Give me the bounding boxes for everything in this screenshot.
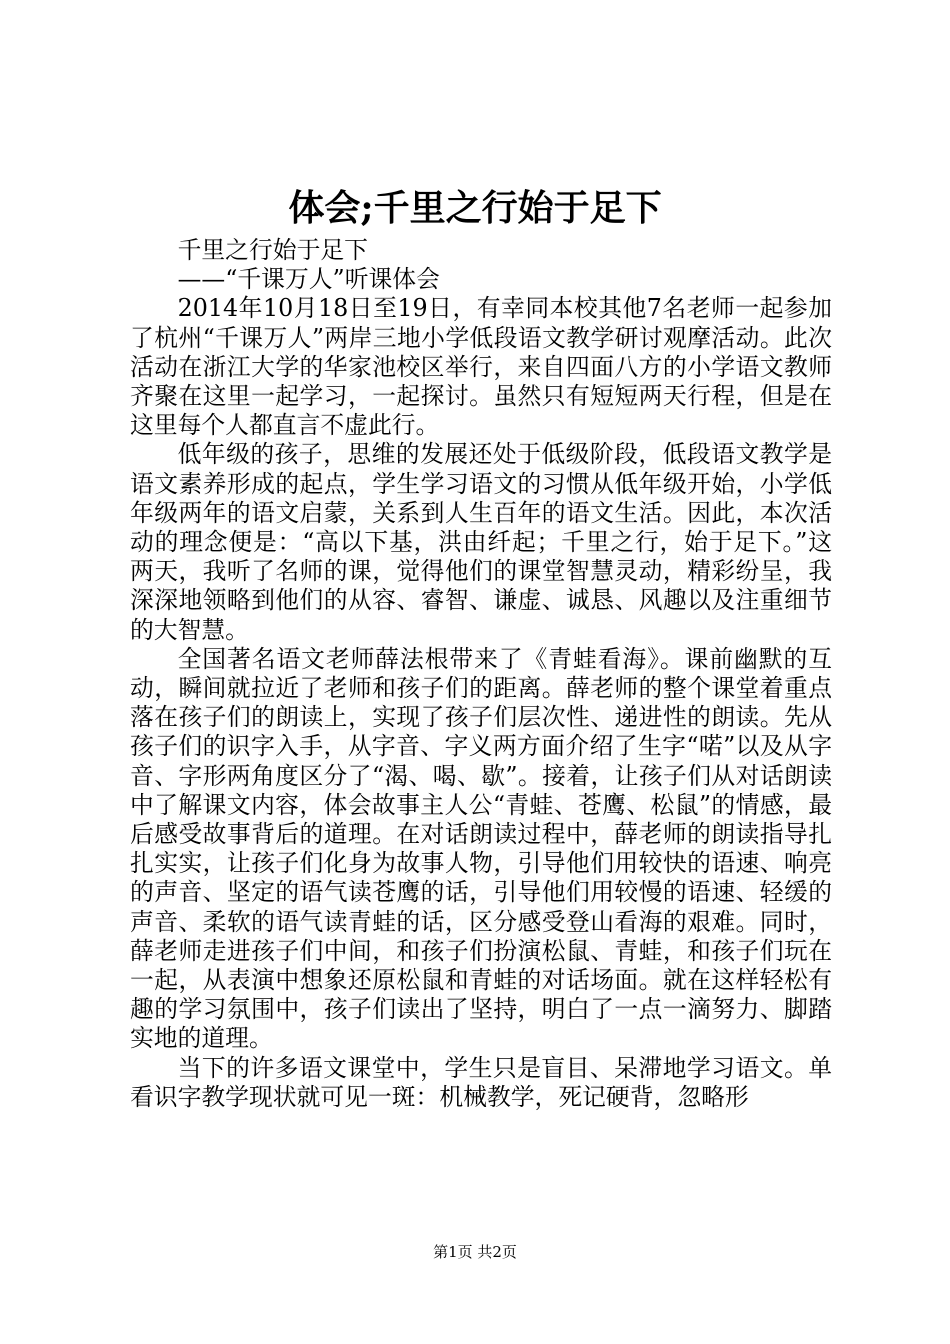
paragraph: 低年级的孩子，思维的发展还处于低级阶段，低段语文教学是语文素养形成的起点，学生学习语文的习惯从低年级开始，小学低年级两年的语文启蒙，关系到人生百年的语文生活。因此，本次活动的理念便是：“高以下基，洪由纤起；千里之行，始于足下。”这两天，我听了名师的课，觉得他们的课堂智慧灵动，精彩纷呈，我深深地领略到他们的从容、睿智、谦虚、诚恳、风趣以及注重细节的大智慧。 xyxy=(130,440,832,644)
document-body xyxy=(130,236,832,1112)
paragraph: 2014年10月18日至19日，有幸同本校其他7名老师一起参加了杭州“千课万人”两岸三地小学低段语文教学研讨观摩活动。此次活动在浙江大学的华家池校区举行，来自四面八方的小学语文教师齐聚在这里一起学习，一起探讨。虽然只有短短两天行程，但是在这里每个人都直言不虚此行。 xyxy=(130,294,832,440)
paragraph-subheading: ——“千课万人”听课体会 xyxy=(177,265,440,294)
document-title: 体会;千里之行始于足下 xyxy=(288,187,662,229)
paragraph: 全国著名语文老师薛法根带来了《青蛙看海》。课前幽默的互动，瞬间就拉近了老师和孩子们的距离。薛老师的整个课堂着重点落在孩子们的朗读上，实现了孩子们层次性、递进性的朗读。先从孩子们的识字入手，从字音、字义两方面介绍了生字“喏”以及从字音、字形两角度区分了“渴、喝、歇”。接着，让孩子们从对话朗读中了解课文内容，体会故事主人公“青蛙、苍鹰、松鼠”的情感，最后感受故事背后的道理。在对话朗读过程中，薛老师的朗读指导扎扎实实，让孩子们化身为故事人物，引导他们用较快的语速、响亮的声音、坚定的语气读苍鹰的话，引导他们用较慢的语速、轻缓的声音、柔软的语气读青蛙的话，区分感受登山看海的艰难。同时，薛老师走进孩子们中间，和孩子们扮演松鼠、青蛙，和孩子们玩在一起，从表演中想象还原松鼠和青蛙的对话场面。就在这样轻松有趣的学习氛围中，孩子们读出了坚持，明白了一点一滴努力、脚踏实地的道理。 xyxy=(130,644,832,1053)
paragraph-subtitle: 千里之行始于足下 xyxy=(177,236,368,264)
paragraph: 当下的许多语文课堂中，学生只是盲目、呆滞地学习语文。单看识字教学现状就可见一斑：机械教学，死记硬背，忽略形 xyxy=(130,1053,832,1111)
page-number-footer: 第1页 共2页 xyxy=(433,1243,517,1261)
